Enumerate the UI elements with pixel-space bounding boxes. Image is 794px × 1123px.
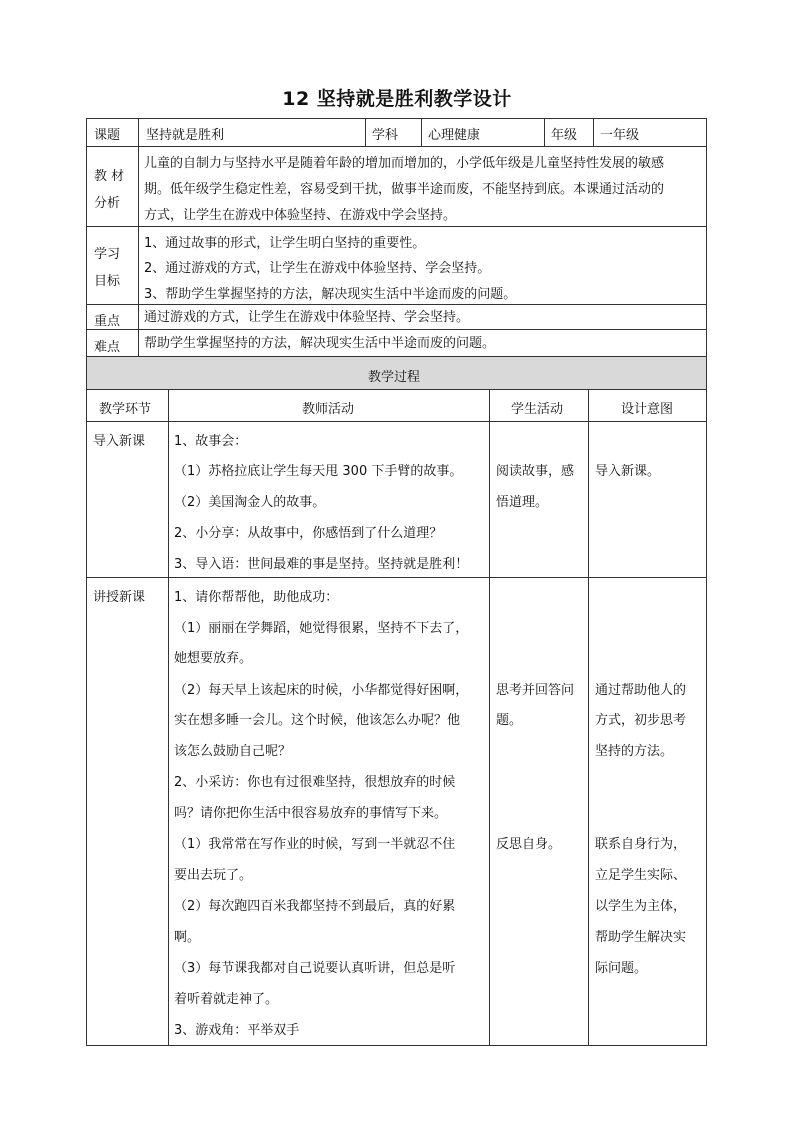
- design-intent-line: 际问题。: [595, 961, 648, 976]
- table-rule: [86, 329, 707, 330]
- teacher-activity-line: （1）苏格拉底让学生每天甩 300 下手臂的故事。: [174, 464, 463, 479]
- topic-label: 课题: [94, 128, 121, 143]
- student-activity-line: 反思自身。: [496, 837, 562, 852]
- grade-label: 年级: [551, 128, 578, 143]
- goal-item: 1、通过故事的形式，让学生明白坚持的重要性。: [144, 236, 426, 251]
- student-activity-line: 题。: [496, 713, 523, 728]
- analysis-label: 分析: [94, 196, 121, 211]
- teacher-activity-line: （1）我常常在写作业的时候，写到一半就忍不住: [174, 837, 456, 852]
- subject-value: 心理健康: [428, 128, 481, 143]
- table-rule: [86, 304, 707, 305]
- key-point-text: 通过游戏的方式，让学生在游戏中体验坚持、学会坚持。: [144, 310, 470, 325]
- column-header: 教学环节: [99, 402, 152, 417]
- goals-label: 目标: [94, 274, 121, 289]
- grade-value: 一年级: [600, 128, 640, 143]
- design-intent-line: 通过帮助他人的: [595, 683, 687, 698]
- table-rule: [86, 421, 707, 422]
- teacher-activity-line: 啊。: [174, 930, 201, 945]
- column-header: 教师活动: [302, 402, 355, 417]
- teacher-activity-line: （2）每天早上该起床的时候，小华都觉得好困啊，: [174, 683, 469, 698]
- teacher-activity-line: 她想要放弃。: [174, 651, 253, 666]
- teacher-activity-line: 2、小采访：你也有过很难坚持，很想放弃的时候: [174, 775, 456, 790]
- table-rule: [489, 389, 490, 1046]
- goal-item: 3、帮助学生掌握坚持的方法，解决现实生活中半途而废的问题。: [144, 287, 517, 302]
- table-rule: [168, 389, 169, 1046]
- teacher-activity-line: （1）丽丽在学舞蹈，她觉得很累，坚持不下去了，: [174, 621, 469, 636]
- table-rule: [544, 118, 545, 146]
- teacher-activity-line: （3）每节课我都对自己说要认真听讲，但总是听: [174, 961, 456, 976]
- difficulty-label: 难点: [94, 340, 121, 355]
- table-rule: [593, 118, 594, 146]
- goals-label: 学习: [94, 247, 121, 262]
- table-rule: [138, 118, 139, 356]
- student-activity-line: 悟道理。: [496, 495, 549, 510]
- design-intent-line: 立足学生实际、: [595, 868, 687, 883]
- analysis-label: 教 材: [94, 169, 125, 184]
- table-rule: [86, 226, 707, 227]
- teacher-activity-line: （2）每次跑四百米我都坚持不到最后，真的好累: [174, 899, 456, 914]
- goal-item: 2、通过游戏的方式，让学生在游戏中体验坚持、学会坚持。: [144, 261, 491, 276]
- analysis-line: 方式，让学生在游戏中体验坚持、在游戏中学会坚持。: [144, 208, 457, 223]
- analysis-line: 期。低年级学生稳定性差，容易受到干扰，做事半途而废，不能坚持到底。本课通过活动的: [144, 182, 665, 197]
- teacher-activity-line: 吗？请你把你生活中很容易放弃的事情写下来。: [174, 806, 448, 821]
- stage-lecture: 讲授新课: [93, 590, 146, 605]
- table-rule: [86, 577, 707, 578]
- topic-value: 坚持就是胜利: [146, 128, 225, 143]
- page-title: 12 坚持就是胜利教学设计: [282, 88, 512, 110]
- teacher-activity-line: 1、故事会：: [174, 434, 248, 449]
- key-point-label: 重点: [94, 314, 121, 329]
- teacher-activity-line: （2）美国淘金人的故事。: [174, 495, 326, 510]
- teacher-activity-line: 3、导入语：世间最难的事是坚持。坚持就是胜利！: [174, 557, 469, 572]
- teacher-activity-line: 2、小分享：从故事中，你感悟到了什么道理？: [174, 526, 443, 541]
- analysis-line: 儿童的自制力与坚持水平是随着年龄的增加而增加的，小学低年级是儿童坚持性发展的敏感: [144, 156, 665, 171]
- column-header: 设计意图: [621, 402, 674, 417]
- design-intent-line: 帮助学生解决实: [595, 930, 687, 945]
- difficulty-text: 帮助学生掌握坚持的方法，解决现实生活中半途而废的问题。: [144, 336, 496, 351]
- table-rule: [86, 389, 707, 390]
- design-intent-line: 以学生为主体，: [595, 899, 687, 914]
- teacher-activity-line: 实在想多睡一会儿。这个时候，他该怎么办呢？他: [174, 713, 461, 728]
- teacher-activity-line: 该怎么鼓励自己呢？: [174, 744, 292, 759]
- column-header: 学生活动: [511, 402, 564, 417]
- teacher-activity-line: 1、请你帮帮他，助他成功：: [174, 590, 339, 605]
- stage-intro: 导入新课: [93, 434, 146, 449]
- table-rule: [86, 146, 707, 147]
- table-rule: [588, 389, 589, 1046]
- table-rule: [86, 118, 87, 1046]
- table-rule: [365, 118, 366, 146]
- design-intent-line: 坚持的方法。: [595, 744, 674, 759]
- design-intent-line: 方式，初步思考: [595, 713, 687, 728]
- table-rule: [706, 118, 707, 1046]
- student-activity-line: 阅读故事，感: [496, 464, 575, 479]
- table-rule: [86, 1045, 707, 1046]
- teacher-activity-line: 3、游戏角：平举双手: [174, 1023, 300, 1038]
- student-activity-line: 思考并回答问: [496, 683, 575, 698]
- subject-label: 学科: [372, 128, 399, 143]
- table-rule: [86, 118, 707, 119]
- design-intent-line: 导入新课。: [595, 464, 661, 479]
- design-intent-line: 联系自身行为，: [595, 837, 687, 852]
- process-header: 教学过程: [368, 370, 421, 385]
- teacher-activity-line: 着听着就走神了。: [174, 992, 279, 1007]
- table-rule: [86, 356, 707, 357]
- teacher-activity-line: 要出去玩了。: [174, 868, 253, 883]
- table-rule: [421, 118, 422, 146]
